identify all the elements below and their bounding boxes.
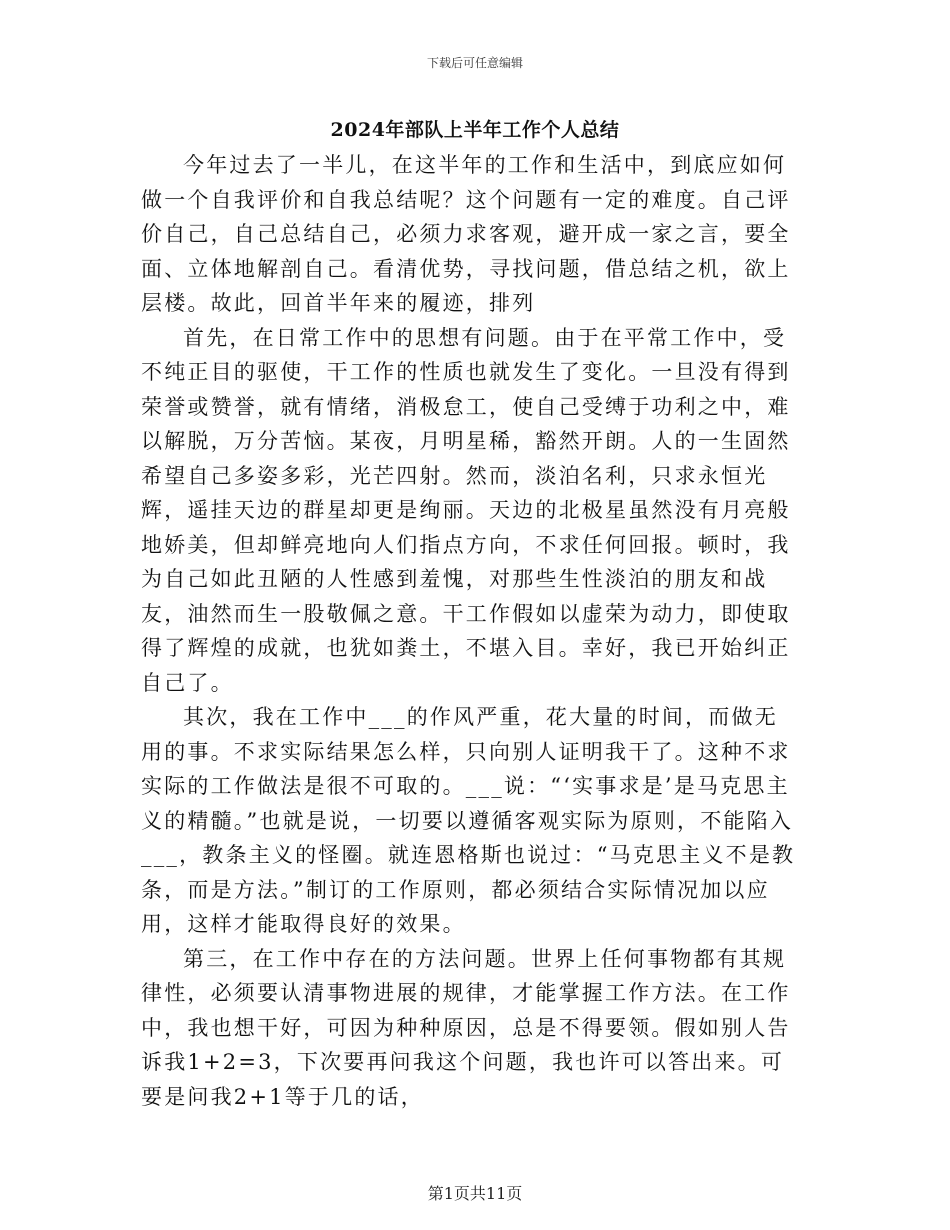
paragraph-third-point: 第三，在工作中存在的方法问题。世界上任何事物都有其规律性，必须要认清事物进展的规律，才能掌握工作方法。在工作中，我也想干好，可因为种种原因，总是不得要领。假如别人告诉我1+2=3，下次要再问我这个问题，我也许可以答出来。可要是问我2+1等于几的话， [141, 946, 791, 1109]
document-title: 2024年部队上半年工作个人总结 [330, 119, 620, 141]
header-note: 下载后可任意编辑 [426, 56, 523, 70]
page-number-footer: 第1页共11页 [427, 1184, 523, 1203]
paragraph-first-point: 首先，在日常工作中的思想有问题。由于在平常工作中，受不纯正目的驱使，干工作的性质也就发生了变化。一旦没有得到荣誉或赞誉，就有情绪，消极怠工，使自己受缚于功利之中，难以解脱，万分苦恼。某夜，月明星稀，豁然开朗。人的一生固然希望自己多姿多彩，光芒四射。然而，淡泊名利，只求永恒光辉，遥挂天边的群星却更是绚丽。天边的北极星虽然没有月亮般地娇美，但却鲜亮地向人们指点方向，不求任何回报。顿时，我为自己如此丑陋的人性感到羞愧，对那些生性淡泊的朋友和战友，油然而生一股敬佩之意。干工作假如以虚荣为动力，即使取得了辉煌的成就，也犹如粪土，不堪入目。幸好，我已开始纠正自己了。 [141, 325, 791, 695]
document-body [141, 148, 801, 1114]
paragraph-second-point: 其次，我在工作中___的作风严重，花大量的时间，而做无用的事。不求实际结果怎么样，只向别人证明我干了。这种不求实际的工作做法是很不可取的。___说：“‘实事求是’是马克思主义的精髓。”也就是说，一切要以遵循客观实际为原则，不能陷入___，教条主义的怪圈。就连恩格斯也说过：“马克思主义不是教条，而是方法。”制订的工作原则，都必须结合实际情况加以应用，这样才能取得良好的效果。 [141, 705, 796, 936]
paragraph-intro: 今年过去了一半儿，在这半年的工作和生活中，到底应如何做一个自我评价和自我总结呢？这个问题有一定的难度。自己评价自己，自己总结自己，必须力求客观，避开成一家之言，要全面、立体地解剖自己。看清优势，寻找问题，借总结之机，欲上层楼。故此，回首半年来的履迹，排列 [141, 153, 791, 315]
